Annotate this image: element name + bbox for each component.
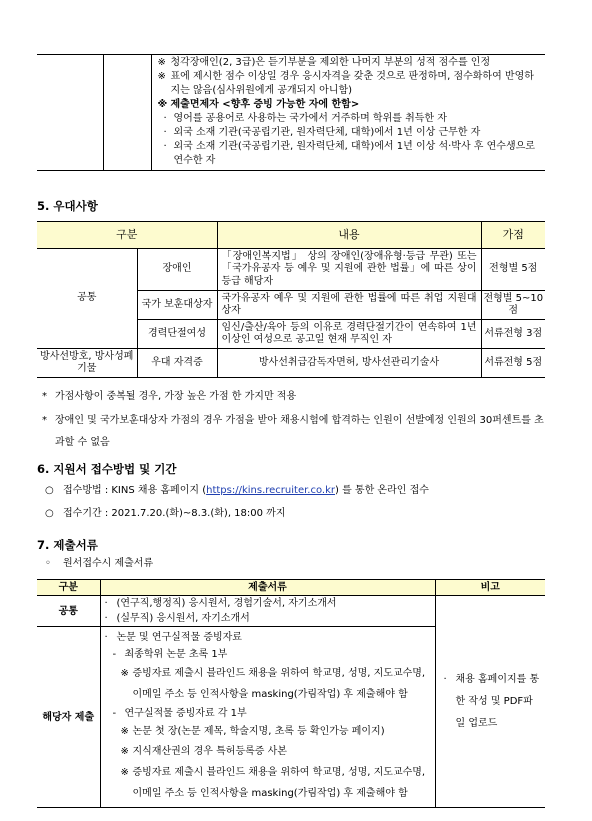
- content-disabled: 「장애인복지법」 상의 장애인(장애유형·등급 무관) 또는 「국가유공자 등 예우 및 지원에 관한 법률」에 따른 상이등급 해당자: [217, 249, 481, 291]
- note-hearing: ※ 청각장애인(2, 3급)은 듣기부분을 제외한 나머지 부분의 성적 점수를 인정: [157, 57, 491, 68]
- header-content: 내용: [217, 222, 481, 249]
- sub-veteran: 국가 보훈대상자: [137, 291, 217, 320]
- header-documents: 제출서류: [100, 580, 435, 596]
- list-item: ※ 증빙자료 제출시 블라인드 채용을 위하여 학교명, 성명, 지도교수명, 이메일 주소 등 인적사항을 masking(가림작업) 후 제출해야 함: [120, 668, 426, 700]
- points-veteran: 전형별 5~10점: [481, 291, 545, 320]
- row-label-common: 공통: [37, 596, 100, 627]
- note-score: ※ 표에 제시한 점수 이상일 경우 응시자격을 갖춘 것으로 판정하며, 점수화하여 반영하지는 않음(심사위원에게 공개되지 아니함): [157, 71, 534, 96]
- content-career-break: 임신/출산/육아 등의 이유로 경력단절기간이 연속하여 1년 이상인 여성으로 공고일 현재 무직인 자: [217, 320, 481, 349]
- list-item: ※ 논문 첫 장(논문 제목, 학술지명, 초록 등 확인가능 페이지): [120, 726, 385, 737]
- section-6-title: 6. 지원서 접수방법 및 기간: [37, 462, 177, 476]
- section-5-title: 5. 우대사항: [37, 199, 98, 213]
- list-item: · 영어를 공용어로 사용하는 국가에서 거주하며 학위를 취득한 자: [163, 113, 447, 124]
- header-category: 구분: [37, 222, 217, 249]
- common-documents: [100, 596, 435, 627]
- list-item: · (연구직,행정직) 응시원서, 경험기술서, 자기소개서: [104, 598, 337, 609]
- sub-disabled: 장애인: [137, 249, 217, 291]
- content-certificate: 방사선취급감독자면허, 방사선관리기술사: [217, 349, 481, 378]
- list-item: ※ 지식재산권의 경우 특허등록증 사본: [120, 746, 287, 757]
- apply-method: ○ 접수방법 : KINS 채용 홈페이지 (https://kins.recruiter.co.kr) 를 통한 온라인 접수: [45, 485, 429, 496]
- header-points: 가점: [481, 222, 545, 249]
- notes-cell: [151, 55, 545, 171]
- list-item: · (실무직) 응시원서, 자기소개서: [104, 613, 250, 624]
- apply-period: ○ 접수기간 : 2021.7.20.(화)~8.3.(화), 18:00 까지: [45, 508, 286, 519]
- list-item: - 연구실적물 증빙자료 각 1부: [112, 708, 247, 719]
- pref-note-2: * 장애인 및 국가보훈대상자 가점의 경우 가점을 받아 채용시험에 합격하는 인원이 선발예정 인원의 30퍼센트를 초과할 수 없음: [42, 415, 544, 448]
- points-career-break: 서류전형 3점: [481, 320, 545, 349]
- preference-table: [37, 221, 545, 378]
- list-item: · 외국 소재 기관(국공립기관, 원자력단체, 대학)에서 1년 이상 근무한 자: [163, 127, 481, 138]
- points-certificate: 서류전형 5점: [481, 349, 545, 378]
- table-cell-empty: [103, 55, 151, 171]
- recruit-site-link[interactable]: https://kins.recruiter.co.kr: [206, 485, 335, 496]
- content-veteran: 국가유공자 예우 및 지원에 관한 법률에 따른 취업 지원대상자: [217, 291, 481, 320]
- section-7-title: 7. 제출서류: [37, 538, 98, 552]
- header-remark: 비고: [435, 580, 545, 596]
- list-item: · 논문 및 연구실적물 증빙자료: [104, 632, 242, 643]
- points-disabled: 전형별 5점: [481, 249, 545, 291]
- pref-note-1: * 가점사항이 중복될 경우, 가장 높은 가점 한 가지만 적용: [42, 391, 297, 402]
- list-item: - 최종학위 논문 초록 1부: [112, 649, 228, 660]
- remark-cell: · 채용 홈페이지를 통한 작성 및 PDF파일 업로드: [435, 596, 545, 808]
- qualification-table-continued: [37, 54, 545, 171]
- target-documents: [100, 627, 435, 808]
- sub-career-break: 경력단절여성: [137, 320, 217, 349]
- list-item: · 외국 소재 기관(국공립기관, 원자력단체, 대학)에서 1년 이상 석·박사 후 연수생으로 연수한 자: [163, 141, 535, 166]
- list-item: ※ 증빙자료 제출시 블라인드 채용을 위하여 학교명, 성명, 지도교수명, 이메일 주소 등 인적사항을 masking(가림작업) 후 제출해야 함: [120, 767, 426, 799]
- header-category: 구분: [37, 580, 100, 596]
- documents-subtitle: ◦ 원서접수시 제출서류: [45, 558, 154, 569]
- row-label-target: 해당자 제출: [37, 627, 100, 808]
- group-common: 공통: [37, 249, 137, 349]
- group-radiation: 방사선방호, 방사성폐기물: [37, 349, 137, 378]
- documents-table: [37, 579, 545, 808]
- sub-certificate: 우대 자격증: [137, 349, 217, 378]
- note-exemption: ※ 제출면제자 <향후 증빙 가능한 자에 한함>: [157, 99, 360, 110]
- table-cell-empty: [37, 55, 103, 171]
